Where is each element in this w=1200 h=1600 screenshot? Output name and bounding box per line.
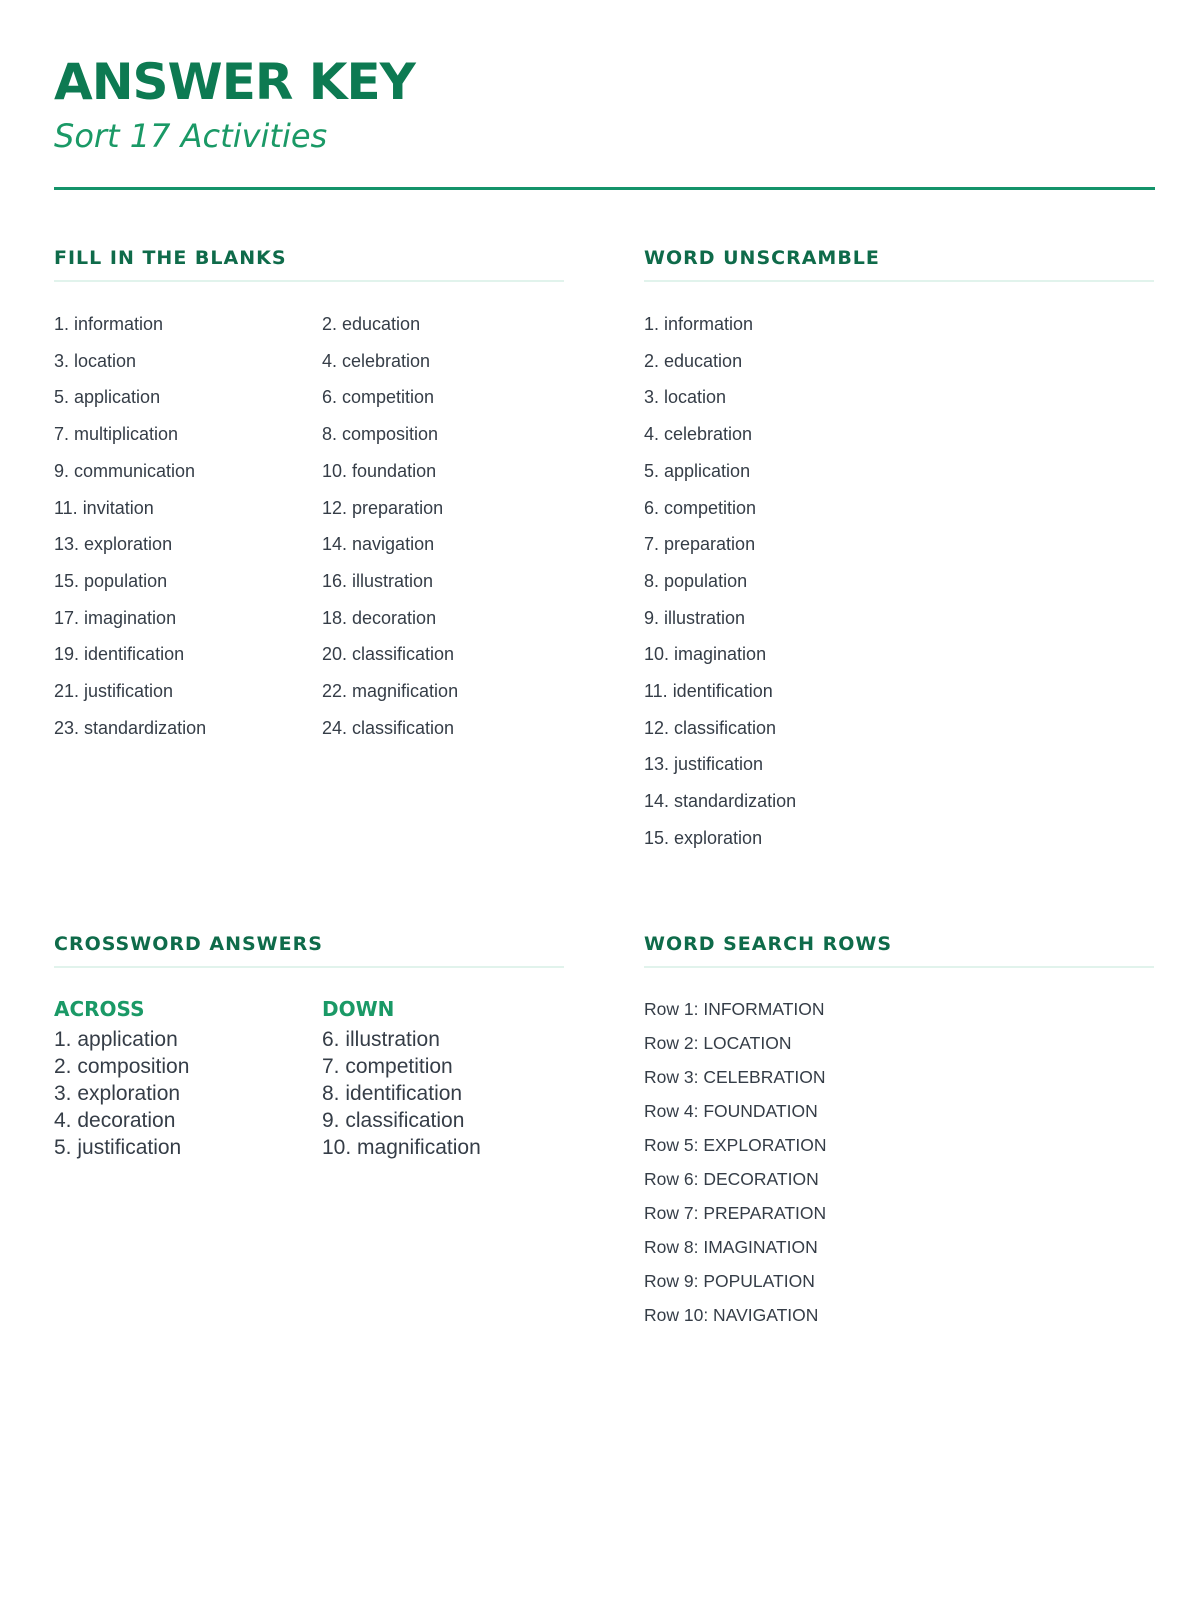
list-item: 23. standardization — [54, 717, 207, 738]
list-item: 1. information — [644, 314, 754, 334]
list-item: 1. application — [54, 1028, 178, 1051]
down-heading: DOWN — [322, 997, 395, 1021]
across-heading: ACROSS — [54, 997, 145, 1021]
list-item: Row 8: IMAGINATION — [644, 1237, 818, 1257]
list-item: Row 1: INFORMATION — [644, 999, 825, 1019]
section-heading: FILL IN THE BLANKS — [54, 244, 564, 282]
down-column — [322, 994, 564, 1161]
page-title: ANSWER KEY — [54, 53, 415, 111]
list-item: Row 7: PREPARATION — [644, 1203, 827, 1223]
list-item: 10. imagination — [644, 644, 767, 665]
list-item: Row 6: DECORATION — [644, 1169, 819, 1189]
list-item: Row 10: NAVIGATION — [644, 1305, 819, 1325]
list-item: 17. imagination — [54, 607, 177, 628]
list-item: 5. justification — [54, 1136, 182, 1159]
list-item: 3. location — [54, 350, 137, 371]
list-item: 14. navigation — [322, 534, 435, 555]
section-heading: WORD UNSCRAMBLE — [644, 244, 1154, 282]
crossword-columns — [54, 994, 564, 1161]
list-item: 14. standardization — [644, 791, 797, 812]
list-item: 12. preparation — [322, 497, 444, 518]
list-item: 2. education — [322, 314, 421, 334]
list-item: 7. multiplication — [54, 424, 179, 445]
list-item: 12. classification — [644, 717, 777, 738]
list-item: 6. competition — [644, 497, 757, 518]
list-item: 22. magnification — [322, 681, 459, 702]
list-item: 10. foundation — [322, 460, 437, 481]
list-item: 7. preparation — [644, 534, 756, 555]
word-unscramble-section — [644, 244, 1154, 857]
fill-in-the-blanks-section — [54, 244, 564, 746]
list-item: 9. illustration — [644, 607, 746, 628]
fill-in-the-blanks-list — [54, 306, 564, 746]
list-item: 15. exploration — [644, 827, 763, 848]
word-search-list — [644, 992, 1154, 1332]
list-item: 4. celebration — [644, 424, 753, 445]
list-item: 24. classification — [322, 717, 455, 738]
list-item: 5. application — [54, 387, 161, 408]
page-subtitle: Sort 17 Activities — [54, 117, 328, 155]
list-item: 11. invitation — [54, 497, 154, 518]
list-item: 7. competition — [322, 1055, 453, 1078]
list-item: 3. location — [644, 387, 727, 408]
list-item: 18. decoration — [322, 607, 437, 628]
list-item: 19. identification — [54, 644, 185, 665]
header — [54, 52, 415, 156]
list-item: 9. communication — [54, 460, 196, 481]
list-item: 11. identification — [644, 681, 773, 702]
list-item: Row 2: LOCATION — [644, 1033, 792, 1053]
list-item: 20. classification — [322, 644, 455, 665]
section-heading: WORD SEARCH ROWS — [644, 930, 1154, 968]
header-divider — [54, 187, 1155, 190]
list-item: 6. illustration — [322, 1028, 440, 1051]
list-item: 21. justification — [54, 681, 174, 702]
list-item: Row 3: CELEBRATION — [644, 1067, 826, 1087]
list-item: 3. exploration — [54, 1082, 181, 1105]
list-item: 4. decoration — [54, 1109, 176, 1132]
list-item: 9. classification — [322, 1109, 465, 1132]
crossword-answers-section — [54, 930, 564, 1161]
list-item: 4. celebration — [322, 350, 431, 371]
list-item: 6. competition — [322, 387, 435, 408]
list-item: 2. education — [644, 350, 743, 371]
list-item: 15. population — [54, 570, 168, 591]
list-item: 2. composition — [54, 1055, 190, 1078]
list-item: 8. identification — [322, 1082, 463, 1105]
list-item: 13. exploration — [54, 534, 173, 555]
word-unscramble-list — [644, 306, 1154, 857]
across-column — [54, 994, 322, 1161]
list-item: 8. composition — [322, 424, 439, 445]
list-item: 10. magnification — [322, 1136, 481, 1159]
list-item: Row 5: EXPLORATION — [644, 1135, 827, 1155]
word-search-rows-section — [644, 930, 1154, 1332]
list-item: 13. justification — [644, 754, 764, 775]
section-heading: CROSSWORD ANSWERS — [54, 930, 564, 968]
list-item: 16. illustration — [322, 570, 434, 591]
list-item: 5. application — [644, 460, 751, 481]
list-item: 8. population — [644, 570, 748, 591]
list-item: Row 9: POPULATION — [644, 1271, 815, 1291]
list-item: Row 4: FOUNDATION — [644, 1101, 818, 1121]
list-item: 1. information — [54, 314, 164, 334]
